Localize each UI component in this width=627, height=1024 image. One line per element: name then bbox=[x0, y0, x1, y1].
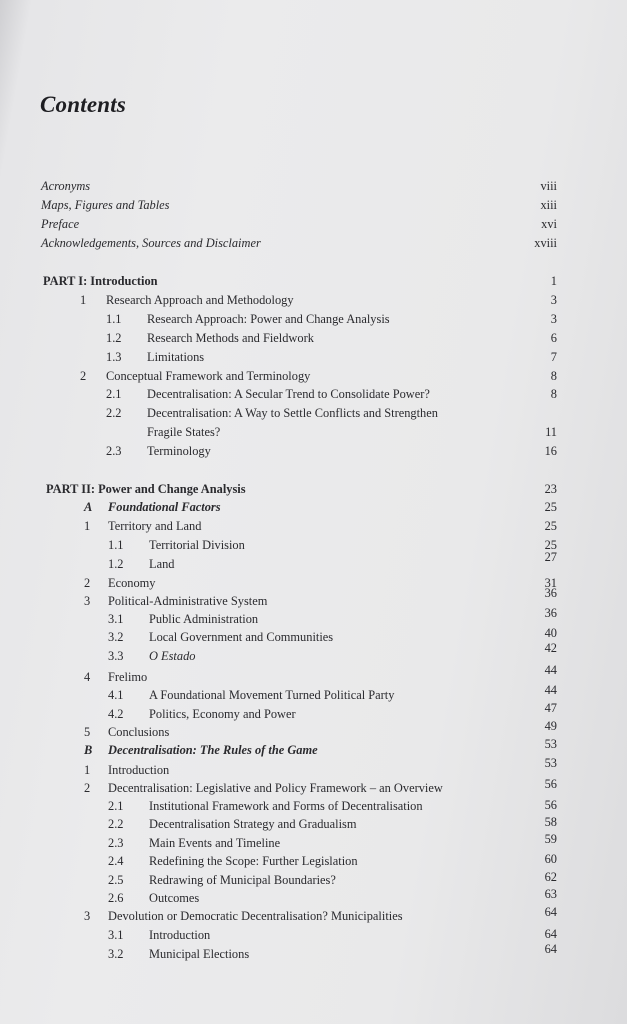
toc-entry bbox=[0, 177, 627, 195]
toc-entry-page: viii bbox=[540, 179, 557, 193]
toc-chapter bbox=[0, 586, 627, 610]
toc-number: B bbox=[84, 743, 93, 757]
toc-number: 3 bbox=[84, 594, 91, 608]
toc-entry-page: xiii bbox=[540, 198, 557, 212]
toc-number: 1.3 bbox=[106, 350, 122, 364]
toc-chapter bbox=[0, 907, 627, 925]
toc-number: 2.1 bbox=[108, 799, 124, 813]
toc-number: 1.2 bbox=[108, 557, 124, 571]
toc-entry-page: 58 bbox=[544, 815, 557, 829]
toc-entry-page: 56 bbox=[544, 777, 557, 791]
toc-entry-page: 6 bbox=[550, 331, 557, 345]
toc-entry-page: 62 bbox=[544, 870, 557, 884]
toc-entry-page: xviii bbox=[534, 236, 557, 250]
toc-number: 4.2 bbox=[108, 707, 124, 721]
toc-section bbox=[0, 926, 627, 944]
toc-number: 2.2 bbox=[106, 406, 122, 420]
toc-entry-page: 59 bbox=[544, 832, 557, 846]
toc-entry-text: A Foundational Movement Turned Political Party bbox=[149, 688, 395, 702]
toc-section bbox=[0, 942, 627, 963]
toc-entry-text: Institutional Framework and Forms of Decentralisation bbox=[149, 799, 423, 813]
toc-entry-text: Politics, Economy and Power bbox=[149, 707, 296, 721]
toc-entry-text: Frelimo bbox=[108, 670, 148, 684]
toc-entry-text: Territorial Division bbox=[149, 538, 245, 552]
toc-entry-page: 56 bbox=[544, 798, 557, 812]
toc-entry-page: 8 bbox=[550, 387, 557, 401]
toc-number: 2 bbox=[84, 576, 91, 590]
toc-entry-page: 3 bbox=[550, 293, 557, 307]
toc-entry-page: 63 bbox=[544, 887, 557, 901]
toc-entry-text: Decentralisation: A Way to Settle Conflicts and Strengthen bbox=[147, 406, 438, 420]
toc-number: 3.3 bbox=[108, 649, 124, 663]
toc-number: 3.2 bbox=[108, 630, 124, 644]
toc-entry-text: Maps, Figures and Tables bbox=[41, 198, 170, 212]
toc-entry-text-continued: Fragile States? bbox=[147, 425, 221, 439]
toc-entry-text: Local Government and Communities bbox=[149, 630, 334, 644]
toc-section bbox=[0, 310, 627, 328]
toc-section bbox=[0, 815, 627, 833]
toc-section bbox=[0, 628, 627, 646]
part-heading-text: PART II: Power and Change Analysis bbox=[46, 482, 246, 496]
toc-entry-text: Decentralisation: A Secular Trend to Consolidate Power? bbox=[147, 387, 430, 401]
toc-entry-text: Redefining the Scope: Further Legislation bbox=[149, 854, 358, 868]
toc-section bbox=[0, 385, 627, 403]
toc-entry-page: 25 bbox=[544, 500, 557, 514]
toc-entry-text: Terminology bbox=[147, 444, 211, 458]
toc-number: 1 bbox=[80, 293, 87, 307]
toc-entry-page: 44 bbox=[544, 663, 557, 677]
toc-chapter bbox=[0, 367, 627, 385]
toc-section bbox=[0, 442, 627, 460]
toc-number: 2.6 bbox=[108, 891, 124, 905]
toc-section bbox=[0, 701, 627, 723]
toc-number: 5 bbox=[84, 725, 91, 739]
toc-entry-text: Land bbox=[149, 557, 175, 571]
toc-chapter bbox=[0, 574, 627, 592]
toc-entry-page: 47 bbox=[544, 701, 557, 715]
toc-entry-page: 25 bbox=[544, 519, 557, 533]
toc-number: 4.1 bbox=[108, 688, 124, 702]
toc-entry-text: Introduction bbox=[108, 763, 170, 777]
toc-entry-page: 36 bbox=[544, 586, 557, 600]
toc-entry-text: Research Approach and Methodology bbox=[106, 293, 294, 307]
toc-entry-text: Preface bbox=[41, 217, 80, 231]
toc-entry-page: 49 bbox=[544, 719, 557, 733]
part-heading-page: 23 bbox=[544, 482, 557, 496]
toc-entry-page: 36 bbox=[544, 606, 557, 620]
toc-number: 2.5 bbox=[108, 873, 124, 887]
toc-entry-text: Acknowledgements, Sources and Disclaimer bbox=[41, 236, 261, 250]
toc-entry-text: Economy bbox=[108, 576, 156, 590]
toc-entry-text: Introduction bbox=[149, 928, 211, 942]
toc-entry-text: Public Administration bbox=[149, 612, 259, 626]
toc-subpart bbox=[0, 737, 627, 759]
toc-chapter bbox=[0, 779, 627, 797]
toc-entry-text: Decentralisation: Legislative and Policy Framework – an Overview bbox=[108, 781, 443, 795]
toc-number: 1 bbox=[84, 519, 91, 533]
toc-number: 1 bbox=[84, 763, 91, 777]
toc-section bbox=[0, 852, 627, 870]
toc-number: 2.2 bbox=[108, 817, 124, 831]
toc-section bbox=[0, 797, 627, 815]
toc-subpart bbox=[0, 498, 627, 516]
toc-entry-text: Devolution or Democratic Decentralisation? Municipalities bbox=[108, 909, 403, 923]
toc-entry-text: Political-Administrative System bbox=[108, 594, 268, 608]
toc-entry-text: Conclusions bbox=[108, 725, 170, 739]
toc-entry-page: 42 bbox=[544, 641, 557, 655]
toc-entry bbox=[0, 196, 627, 214]
part-heading-page: 1 bbox=[550, 274, 557, 288]
toc-entry bbox=[0, 234, 627, 252]
toc-number: 2 bbox=[84, 781, 91, 795]
toc-chapter bbox=[0, 291, 627, 309]
toc-entry-text: Research Approach: Power and Change Analysis bbox=[147, 312, 390, 326]
toc-number: 2.3 bbox=[106, 444, 122, 458]
toc-entry-text: O Estado bbox=[149, 649, 196, 663]
toc-entry-text: Conceptual Framework and Terminology bbox=[106, 369, 311, 383]
toc-entry-text: Outcomes bbox=[149, 891, 200, 905]
toc-entry-text: Municipal Elections bbox=[149, 947, 250, 961]
toc-entry-text: Decentralisation: The Rules of the Game bbox=[108, 743, 318, 757]
toc-entry-page: 40 bbox=[544, 626, 557, 640]
toc-entry-page: 27 bbox=[544, 550, 557, 564]
toc-entry-text: Research Methods and Fieldwork bbox=[147, 331, 314, 345]
toc-entry-page: 53 bbox=[544, 737, 557, 751]
toc-number: 2.4 bbox=[108, 854, 124, 868]
toc-entry-page: 3 bbox=[550, 312, 557, 326]
toc-entry-page: 64 bbox=[544, 942, 557, 956]
toc-section-continued bbox=[0, 423, 627, 441]
toc-number: 2.1 bbox=[106, 387, 122, 401]
toc-number: 3.1 bbox=[108, 612, 124, 626]
toc-number: 1.2 bbox=[106, 331, 122, 345]
toc-section bbox=[0, 683, 627, 704]
toc-number: 1.1 bbox=[106, 312, 122, 326]
toc-section bbox=[0, 889, 627, 907]
toc-entry-page: 60 bbox=[544, 852, 557, 866]
toc-entry-text: Limitations bbox=[147, 350, 205, 364]
toc-number: A bbox=[84, 500, 93, 514]
toc-entry-text: Redrawing of Municipal Boundaries? bbox=[149, 873, 336, 887]
toc-section bbox=[0, 404, 627, 422]
toc-number: 2 bbox=[80, 369, 87, 383]
toc-entry-text: Territory and Land bbox=[108, 519, 202, 533]
toc-entry-page: 8 bbox=[550, 369, 557, 383]
toc-entry-page: 7 bbox=[550, 350, 557, 364]
toc-entry-page: 64 bbox=[544, 927, 557, 941]
toc-entry-page: 25 bbox=[544, 538, 557, 552]
toc-section bbox=[0, 834, 627, 852]
toc-entry-page: xvi bbox=[541, 217, 557, 231]
toc-entry-page: 31 bbox=[544, 576, 557, 590]
toc-entry-page: 44 bbox=[544, 683, 557, 697]
toc-number: 4 bbox=[84, 670, 91, 684]
toc-section bbox=[0, 606, 627, 628]
toc-section bbox=[0, 641, 627, 665]
toc-section bbox=[0, 348, 627, 366]
toc-section bbox=[0, 871, 627, 889]
toc-chapter bbox=[0, 719, 627, 741]
toc-entry-text: Acronyms bbox=[41, 179, 91, 193]
part-heading bbox=[0, 480, 627, 498]
toc-section bbox=[0, 329, 627, 347]
toc-chapter bbox=[0, 663, 627, 686]
page-title: Contents bbox=[40, 92, 126, 117]
toc-entry-page: 64 bbox=[544, 905, 557, 919]
toc-section bbox=[0, 550, 627, 573]
toc-entry bbox=[0, 215, 627, 233]
toc-entry-page: 16 bbox=[544, 444, 557, 458]
toc-entry-page: 53 bbox=[544, 756, 557, 770]
toc-chapter bbox=[0, 517, 627, 535]
toc-entry-text: Foundational Factors bbox=[108, 500, 221, 514]
toc-section bbox=[0, 536, 627, 554]
toc-entry-text: Main Events and Timeline bbox=[149, 836, 281, 850]
toc-chapter bbox=[0, 756, 627, 779]
toc-number: 2.3 bbox=[108, 836, 124, 850]
toc-number: 3.1 bbox=[108, 928, 124, 942]
toc-number: 3 bbox=[84, 909, 91, 923]
part-heading bbox=[0, 272, 627, 290]
toc-entry-text: Decentralisation Strategy and Gradualism bbox=[149, 817, 357, 831]
part-heading-text: PART I: Introduction bbox=[43, 274, 158, 288]
toc-number: 1.1 bbox=[108, 538, 124, 552]
toc-entry-page: 11 bbox=[545, 425, 557, 439]
toc-number: 3.2 bbox=[108, 947, 124, 961]
